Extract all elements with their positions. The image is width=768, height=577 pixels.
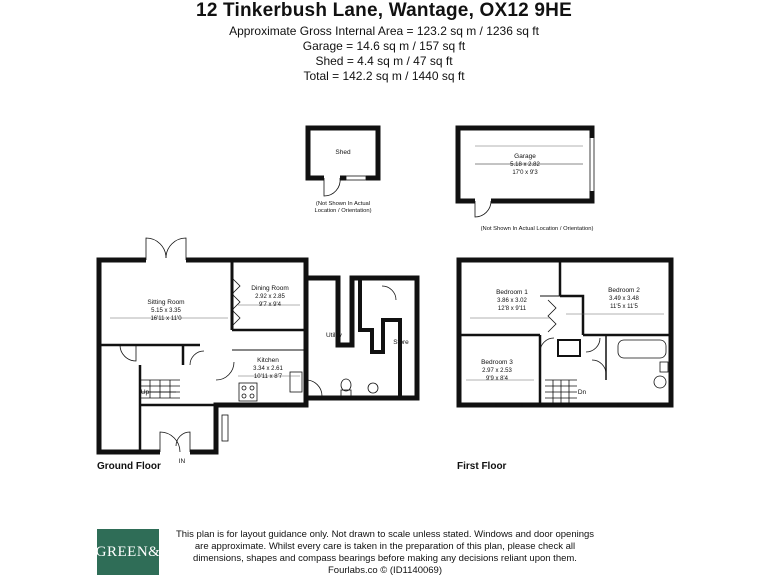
dining-room-metric: 2.92 x 2.85 bbox=[255, 294, 285, 300]
entrance-label: IN bbox=[178, 458, 186, 465]
disclaimer-text: This plan is for layout guidance only. Not drawn to scale unless stated. Windows and door openings are approximate. Whilst every care is taken in the preparation of this plan, please check all dimensions, shapes and compass bearings before making any decisions reliant upon them. bbox=[175, 529, 595, 564]
shed-note-1: (Not Shown In Actual bbox=[315, 201, 371, 207]
garage-note: (Not Shown In Actual Location / Orientation) bbox=[480, 226, 594, 232]
bedroom-2-label: Bedroom 2 bbox=[608, 287, 640, 294]
sitting-room-label: Sitting Room bbox=[147, 299, 185, 306]
total-area: Total = 142.2 sq m / 1440 sq ft bbox=[303, 69, 465, 83]
stairs-down-label: Dn bbox=[577, 389, 587, 396]
bedroom-1-label: Bedroom 1 bbox=[496, 289, 528, 296]
gross-area: Approximate Gross Internal Area = 123.2 sq m / 1236 sq ft bbox=[229, 24, 539, 38]
bedroom-2-metric: 3.49 x 3.48 bbox=[609, 296, 639, 302]
first-floor-label: First Floor bbox=[457, 461, 507, 472]
agent-logo: GREEN& bbox=[97, 529, 159, 575]
shed-area: Shed = 4.4 sq m / 47 sq ft bbox=[315, 54, 453, 68]
utility-label: Utility bbox=[326, 332, 342, 339]
page-title: 12 Tinkerbush Lane, Wantage, OX12 9HE bbox=[196, 0, 572, 21]
bedroom-3-metric: 2.97 x 2.53 bbox=[482, 368, 512, 374]
shed-label: Shed bbox=[335, 149, 351, 156]
bedroom-3-label: Bedroom 3 bbox=[481, 359, 513, 366]
first-floor-walls bbox=[459, 260, 671, 405]
bedroom-1-imperial: 12'8 x 9'11 bbox=[497, 306, 527, 312]
dining-room-imperial: 9'7 x 9'4 bbox=[259, 302, 281, 308]
sitting-room-metric: 5.15 x 3.35 bbox=[151, 308, 181, 314]
store-label: Store bbox=[393, 339, 409, 346]
bedroom-2-imperial: 11'5 x 11'5 bbox=[610, 304, 638, 310]
stairs-up-label: Up bbox=[140, 389, 150, 396]
bedroom-3-imperial: 9'9 x 8'4 bbox=[486, 376, 508, 382]
credit-text: Fourlabs.co © (ID1140069) bbox=[327, 565, 443, 576]
sitting-room-imperial: 16'11 x 11'0 bbox=[150, 316, 182, 322]
dining-room-label: Dining Room bbox=[251, 285, 289, 292]
ground-floor-label: Ground Floor bbox=[97, 461, 161, 472]
kitchen-imperial: 10'11 x 8'7 bbox=[253, 374, 283, 380]
garage-area: Garage = 14.6 sq m / 157 sq ft bbox=[302, 39, 466, 53]
garage-metric: 5.18 x 2.82 bbox=[510, 162, 540, 168]
kitchen-label: Kitchen bbox=[257, 357, 279, 364]
garage-imperial: 17'0 x 9'3 bbox=[512, 170, 538, 176]
bedroom-1-metric: 3.86 x 3.02 bbox=[497, 298, 527, 304]
shed-outline bbox=[308, 128, 378, 196]
shed-note-2: Location / Orientation) bbox=[314, 208, 372, 214]
garage-label: Garage bbox=[514, 153, 536, 160]
disclaimer bbox=[175, 529, 595, 577]
kitchen-metric: 3.34 x 2.61 bbox=[253, 366, 283, 372]
